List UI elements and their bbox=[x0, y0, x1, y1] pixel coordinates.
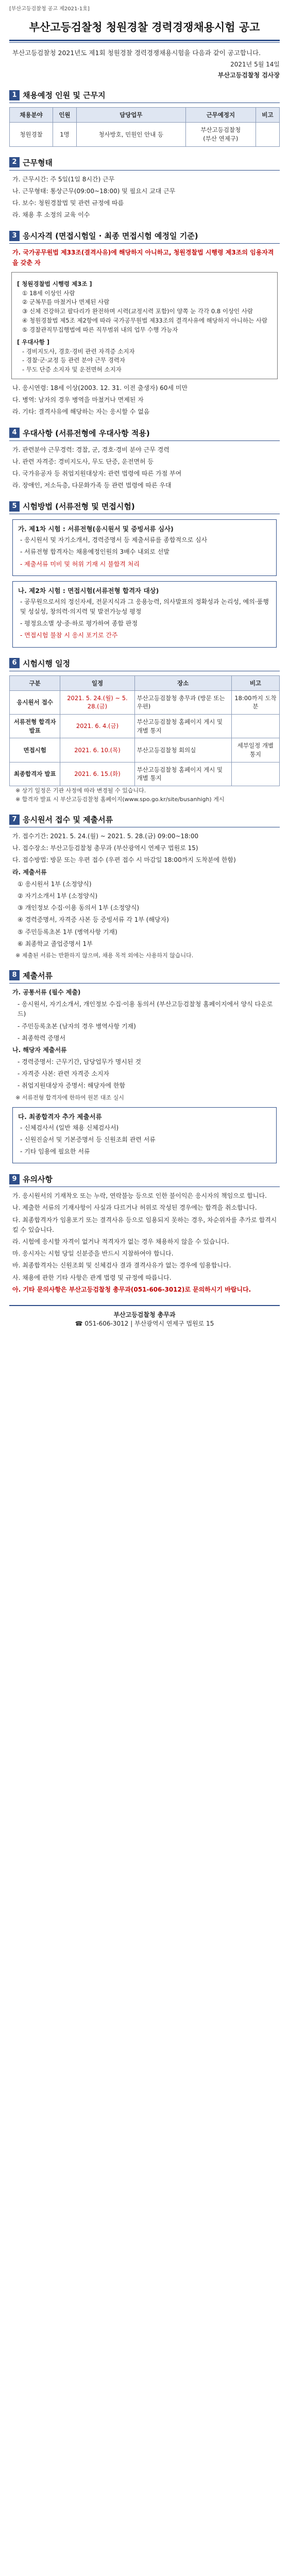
table-cell: 2021. 6. 15.(화) bbox=[60, 762, 134, 786]
section-number: 3 bbox=[9, 231, 20, 241]
list-item: 나. 근무형태: 통상근무(09:00~18:00) 및 필요시 교대 근무 bbox=[12, 187, 176, 195]
table-cell: 부산고등검찰청 회의실 bbox=[134, 738, 231, 762]
list-item: ③ 개인정보 수집·이용 동의서 1부 (소정양식) bbox=[18, 904, 140, 912]
table-cell: 2021. 6. 10.(목) bbox=[60, 738, 134, 762]
list-item: 가. 근무시간: 주 5일(1일 8시간) 근무 bbox=[12, 175, 115, 183]
list-item: ※ 서류전형 합격자에 한하여 원본 대조 실시 bbox=[15, 1094, 124, 1101]
list-item: 사. 채용에 관한 기타 사항은 관계 법령 및 규정에 따릅니다. bbox=[12, 1274, 172, 1281]
table-cell: 2021. 6. 4.(금) bbox=[60, 714, 134, 738]
section-title: 근무형태 bbox=[23, 158, 53, 167]
section-7-heading bbox=[9, 814, 280, 825]
box-title: [ 청원경찰법 시행령 제3조 ] bbox=[17, 280, 92, 287]
section-divider bbox=[9, 440, 280, 441]
step-line: - 공무원으로서의 정신자세, 전문지식과 그 응용능력, 의사발표의 정확성과 논리성, 예의·품행 및 성실성, 창의력·의지력 및 발전가능성 평정 bbox=[20, 598, 269, 616]
exam-step-1 bbox=[12, 519, 277, 576]
page-title: 부산고등검찰청 청원경찰 경력경쟁채용시험 공고 bbox=[29, 21, 260, 33]
table-row bbox=[10, 714, 280, 738]
list-item: 가. 공통서류 (필수 제출) bbox=[12, 988, 81, 996]
table-cell: 응시원서 접수 bbox=[10, 690, 60, 714]
table-header-row bbox=[10, 675, 280, 690]
recruit-table bbox=[9, 107, 280, 146]
box-title: [ 우대사항 ] bbox=[17, 338, 49, 346]
table-header: 근무예정지 bbox=[185, 108, 256, 123]
footer bbox=[9, 1305, 280, 1328]
list-item: 바. 최종합격자는 신원조회 및 신체검사 결과 결격사유가 없는 경우에 임용합니다. bbox=[12, 1262, 231, 1269]
exam-step-2 bbox=[12, 581, 277, 648]
table-cell: 세부일정 개별 통지 bbox=[231, 738, 279, 762]
list-item: 라. 채용 후 소정의 교육 이수 bbox=[12, 211, 90, 219]
table-header: 비고 bbox=[231, 675, 279, 690]
section-number: 5 bbox=[9, 501, 20, 512]
table-cell: 최종합격자 발표 bbox=[10, 762, 60, 786]
docs-note: ※ 제출된 서류는 반환하지 않으며, 채용 목적 외에는 사용하지 않습니다. bbox=[15, 952, 194, 959]
list-item: 나. 관련 자격증: 경비지도사, 무도 단증, 운전면허 등 bbox=[12, 457, 154, 465]
section-number: 8 bbox=[9, 970, 20, 980]
table-cell: 부산고등검찰청 총무과 (방문 또는 우편) bbox=[134, 690, 231, 714]
table-header: 구분 bbox=[10, 675, 60, 690]
list-item: - 자격증 사본: 관련 자격증 소지자 bbox=[18, 1070, 110, 1078]
schedule-note: ※ 상기 일정은 기관 사정에 따라 변경될 수 있습니다. bbox=[15, 787, 146, 794]
list-item: 가. 관련분야 근무경력: 경찰, 군, 경호·경비 분야 근무 경력 bbox=[12, 446, 169, 453]
section-9-heading bbox=[9, 1174, 280, 1184]
section-title: 시험시행 일정 bbox=[23, 658, 71, 668]
table-row bbox=[10, 690, 280, 714]
box-line: - 경찰·군·교정 등 관련 분야 근무 경력자 bbox=[22, 357, 126, 364]
list-item: ④ 경력증명서, 자격증 사본 등 증빙서류 각 1부 (해당자) bbox=[18, 916, 169, 924]
step-line: - 서류전형 합격자는 채용예정인원의 3배수 내외로 선발 bbox=[20, 548, 169, 556]
table-cell: 청사방호, 민원인 안내 등 bbox=[76, 123, 185, 146]
table-row bbox=[10, 123, 280, 146]
box-line: ⑤ 경찰관직무집행법에 따른 직무범위 내의 업무 수행 가능자 bbox=[22, 326, 178, 333]
list-item: 다. 최종합격자가 임용포기 또는 결격사유 등으로 임용되지 못하는 경우, 차순위자를 추가로 합격시킬 수 있습니다. bbox=[12, 1216, 277, 1233]
section-divider bbox=[9, 983, 280, 984]
list-item: 라. 시험에 응시할 자격이 없거나 적격자가 없는 경우 채용하지 않을 수 있습니다. bbox=[12, 1238, 229, 1246]
eligibility-lead: 가. 국가공무원법 제33조(결격사유)에 해당하지 아니하고, 청원경찰법 시행령 제3조의 임용자격을 갖춘 자 bbox=[12, 249, 274, 266]
list-item: - 주민등록초본 (남자의 경우 병역사항 기재) bbox=[18, 1022, 136, 1030]
section-number: 9 bbox=[9, 1174, 20, 1184]
footer-org: 부산고등검찰청 총무과 bbox=[113, 1311, 176, 1318]
table-cell: 면접시험 bbox=[10, 738, 60, 762]
table-header: 인원 bbox=[53, 108, 76, 123]
list-item: - 경력증명서: 근무기간, 담당업무가 명시된 것 bbox=[18, 1058, 141, 1066]
section-8-heading bbox=[9, 970, 280, 981]
table-header: 일정 bbox=[60, 675, 134, 690]
final-docs-box bbox=[12, 1107, 277, 1164]
notice-date: 2021년 5월 14일 bbox=[230, 61, 280, 69]
title-divider-thin bbox=[9, 42, 280, 43]
table-cell: 서류전형 합격자 발표 bbox=[10, 714, 60, 738]
notice-number: [부산고등검찰청 공고 제2021-1호] bbox=[9, 6, 90, 12]
section-number: 7 bbox=[9, 815, 20, 825]
table-cell: 부산고등검찰청 (부산 연제구) bbox=[185, 123, 256, 146]
table-cell bbox=[256, 123, 280, 146]
footer-contact: ☎ 051-606-3012 | 부산광역시 연제구 법원로 15 bbox=[75, 1319, 214, 1327]
list-item: 다. 국가유공자 등 취업지원대상자: 관련 법령에 따른 가점 부여 bbox=[12, 469, 182, 477]
step-line: - 신원진술서 및 기본증명서 등 신원조회 관련 서류 bbox=[20, 1136, 156, 1143]
table-cell bbox=[231, 714, 279, 738]
table-row bbox=[10, 738, 280, 762]
table-header-row bbox=[10, 108, 280, 123]
list-item: 마. 응시자는 시험 당일 신분증을 반드시 지참하여야 합니다. bbox=[12, 1250, 174, 1258]
list-item: 라. 장애인, 저소득층, 다문화가족 등 관련 법령에 따른 우대 bbox=[12, 482, 172, 489]
docs-title: 라. 제출서류 bbox=[12, 868, 47, 876]
box-line: - 무도 단증 소지자 및 운전면허 소지자 bbox=[22, 366, 122, 374]
box-line: - 경비지도사, 경호·경비 관련 자격증 소지자 bbox=[22, 347, 135, 355]
section-5-heading bbox=[9, 501, 280, 512]
table-cell bbox=[231, 762, 279, 786]
list-item: - 최종학력 증명서 bbox=[18, 1034, 66, 1042]
box-line: ② 군복무를 마쳤거나 면제된 사람 bbox=[22, 298, 110, 306]
table-row bbox=[10, 762, 280, 786]
list-item: 나. 해당자 제출서류 bbox=[12, 1046, 67, 1054]
section-title: 우대사항 (서류전형에 우대사항 적용) bbox=[23, 428, 150, 438]
section-1-heading bbox=[9, 90, 280, 100]
list-item: 아. 기타 문의사항은 부산고등검찰청 총무과(051-606-3012)로 문의하시기 바랍니다. bbox=[12, 1285, 251, 1293]
table-cell: 18:00까지 도착분 bbox=[231, 690, 279, 714]
section-4-heading bbox=[9, 428, 280, 438]
notice-issuer: 부산고등검찰청 검사장 bbox=[217, 72, 280, 79]
section-number: 6 bbox=[9, 658, 20, 668]
section-title: 응시원서 접수 및 제출서류 bbox=[23, 815, 113, 825]
list-item: ⑥ 최종학교 졸업증명서 1부 bbox=[18, 940, 93, 947]
table-cell: 부산고등검찰청 홈페이지 게시 및 개별 통지 bbox=[134, 714, 231, 738]
table-cell: 청원경찰 bbox=[10, 123, 53, 146]
eligibility-box bbox=[11, 272, 278, 379]
intro-text: 부산고등검찰청 2021년도 제1회 청원경찰 경력경쟁채용시험을 다음과 같이 공고합니다. bbox=[12, 49, 261, 57]
table-header: 장소 bbox=[134, 675, 231, 690]
table-header: 담당업무 bbox=[76, 108, 185, 123]
section-divider bbox=[9, 243, 280, 244]
section-title: 채용예정 인원 및 근무지 bbox=[23, 91, 106, 100]
list-item: 나. 응시연령: 18세 이상(2003. 12. 31. 이전 출생자) 60세 미만 bbox=[12, 384, 188, 392]
section-divider bbox=[9, 170, 280, 171]
list-item: 다. 접수방법: 방문 또는 우편 접수 (우편 접수 시 마감일 18:00까지 도착분에 한함) bbox=[12, 856, 236, 864]
step-line: - 면접시험 불참 시 응시 포기로 간주 bbox=[20, 632, 118, 639]
step-heading: 가. 제1차 시험 : 서류전형(응시원서 및 증빙서류 심사) bbox=[18, 525, 174, 533]
box-line: ① 18세 이상인 사람 bbox=[22, 289, 75, 297]
list-item: 가. 접수기간: 2021. 5. 24.(월) ~ 2021. 5. 28.(금) 09:00~18:00 bbox=[12, 833, 199, 840]
box-line: ④ 청원경찰법 제5조 제2항에 따라 국가공무원법 제33조의 결격사유에 해당하지 아니하는 사람 bbox=[22, 317, 268, 325]
section-number: 4 bbox=[9, 428, 20, 438]
table-cell: 2021. 5. 24.(월) ~ 5. 28.(금) bbox=[60, 690, 134, 714]
step-line: - 평정요소별 상·중·하로 평가하여 종합 판정 bbox=[20, 620, 138, 628]
box-line: ③ 신체 건강하고 팔다리가 완전하며 시력(교정시력 포함)이 양쪽 눈 각각 0.8 이상인 사람 bbox=[22, 308, 253, 315]
list-item: ② 자기소개서 1부 (소정양식) bbox=[18, 892, 98, 900]
table-header: 채용분야 bbox=[10, 108, 53, 123]
step-line: - 응시원서 및 자기소개서, 경력증명서 등 제출서류를 종합적으로 심사 bbox=[20, 536, 208, 544]
section-3-heading bbox=[9, 230, 280, 241]
section-6-heading bbox=[9, 658, 280, 669]
table-cell: 1명 bbox=[53, 123, 76, 146]
list-item: 다. 보수: 청원경찰법 및 관련 규정에 따름 bbox=[12, 199, 124, 207]
list-item: 나. 접수장소: 부산고등검찰청 총무과 (부산광역시 연제구 법원로 15) bbox=[12, 844, 198, 852]
section-title: 시험방법 (서류전형 및 면접시험) bbox=[23, 502, 135, 512]
step-heading: 다. 최종합격자 추가 제출서류 bbox=[18, 1112, 102, 1121]
step-line: - 신체검사서 (일반 채용 신체검사서) bbox=[20, 1124, 119, 1131]
section-2-heading bbox=[9, 157, 280, 168]
table-cell: 부산고등검찰청 홈페이지 게시 및 개별 통지 bbox=[134, 762, 231, 786]
step-line: - 제출서류 미비 및 허위 기재 시 불합격 처리 bbox=[20, 560, 140, 568]
list-item: 나. 제출한 서류의 기재사항이 사실과 다르거나 허위로 작성된 경우에는 합격을 취소합니다. bbox=[12, 1204, 257, 1212]
section-title: 유의사항 bbox=[23, 1175, 53, 1184]
title-divider bbox=[9, 40, 280, 41]
list-item: 가. 응시원서의 기재착오 또는 누락, 연락불능 등으로 인한 불이익은 응시자의 책임으로 합니다. bbox=[12, 1192, 267, 1200]
section-number: 2 bbox=[9, 157, 20, 167]
section-title: 응시자격 (면접시험일 · 최종 면접시험 예정일 기준) bbox=[23, 231, 198, 241]
list-item: - 취업지원대상자 증명서: 해당자에 한함 bbox=[18, 1082, 126, 1090]
section-title: 제출서류 bbox=[23, 971, 53, 980]
list-item: ① 응시원서 1부 (소정양식) bbox=[18, 880, 92, 888]
step-line: - 기타 임용에 필요한 서류 bbox=[20, 1148, 90, 1156]
table-header: 비고 bbox=[256, 108, 280, 123]
list-item: ⑤ 주민등록초본 1부 (병역사항 기재) bbox=[18, 928, 117, 936]
schedule-note: ※ 합격자 발표 시 부산고등검찰청 홈페이지(www.spo.go.kr/site/busanhigh) 게시 bbox=[15, 796, 225, 803]
list-item: - 응시원서, 자기소개서, 개인정보 수집·이용 동의서 (부산고등검찰청 홈페이지에서 양식 다운로드) bbox=[18, 1001, 273, 1018]
section-number: 1 bbox=[9, 90, 20, 100]
step-heading: 나. 제2차 시험 : 면접시험(서류전형 합격자 대상) bbox=[18, 586, 159, 595]
list-item: 다. 병역: 남자의 경우 병역을 마쳤거나 면제된 자 bbox=[12, 396, 144, 404]
list-item: 라. 기타: 결격사유에 해당하는 자는 응시할 수 없음 bbox=[12, 408, 150, 416]
schedule-table bbox=[9, 675, 280, 786]
